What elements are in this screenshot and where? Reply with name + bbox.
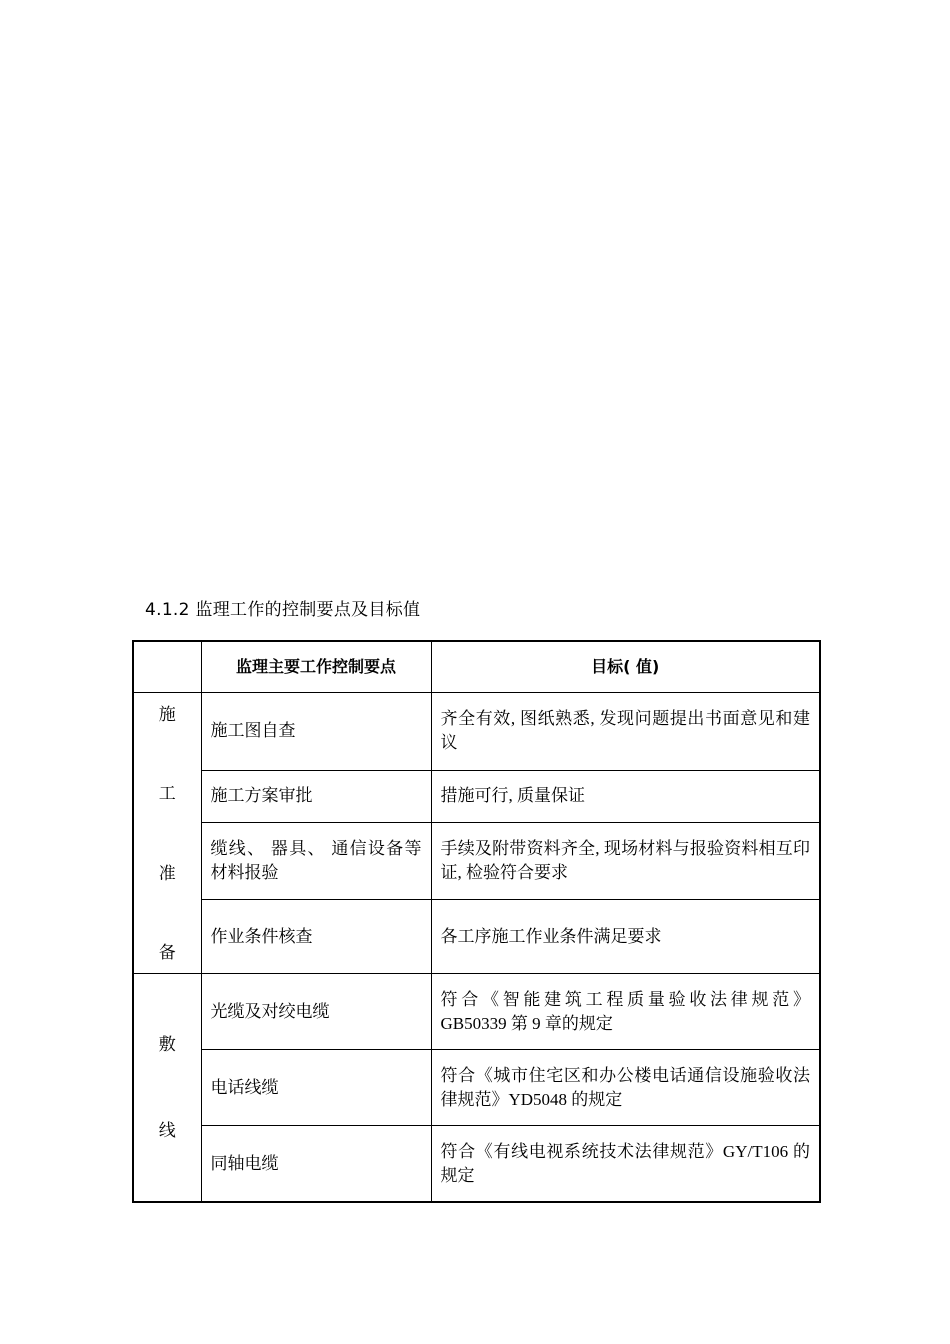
header-blank-cell	[133, 641, 201, 693]
group-char: 工	[158, 784, 176, 804]
group-char: 备	[158, 942, 176, 962]
table-row	[133, 900, 820, 974]
control-point-cell: 施工方案审批	[201, 770, 431, 822]
target-cell: 措施可行, 质量保证	[431, 770, 820, 822]
table-row	[133, 693, 820, 771]
target-cell: 符合《城市住宅区和办公楼电话通信设施验收法律规范》YD5048 的规定	[431, 1050, 820, 1126]
group-char: 线	[158, 1120, 176, 1140]
group-label-cabling	[133, 974, 201, 1203]
table-row	[133, 770, 820, 822]
group-label-construction-prep	[133, 693, 201, 974]
target-cell: 手续及附带资料齐全, 现场材料与报验资料相互印证, 检验符合要求	[431, 822, 820, 900]
target-cell: 各工序施工作业条件满足要求	[431, 900, 820, 974]
table-header-row	[133, 641, 820, 693]
control-points-table	[132, 640, 821, 1203]
target-cell: 齐全有效, 图纸熟悉, 发现问题提出书面意见和建议	[431, 693, 820, 771]
control-point-cell: 电话线缆	[201, 1050, 431, 1126]
table-row	[133, 1126, 820, 1203]
table-row	[133, 1050, 820, 1126]
group-char: 施	[158, 705, 176, 724]
control-point-cell: 作业条件核查	[201, 900, 431, 974]
table-row	[133, 822, 820, 900]
control-point-cell: 光缆及对绞电缆	[201, 974, 431, 1050]
header-control-points: 监理主要工作控制要点	[201, 641, 431, 693]
table-row	[133, 974, 820, 1050]
section-heading: 4.1.2 监理工作的控制要点及目标值	[145, 600, 421, 620]
control-point-cell: 缆线、 器具、 通信设备等材料报验	[201, 822, 431, 900]
header-target-value: 目标( 值)	[431, 641, 820, 693]
target-cell: 符合《智能建筑工程质量验收法律规范》GB50339 第 9 章的规定	[431, 974, 820, 1050]
control-point-cell: 同轴电缆	[201, 1126, 431, 1203]
target-cell: 符合《有线电视系统技术法律规范》GY/T106 的规定	[431, 1126, 820, 1203]
control-point-cell: 施工图自查	[201, 693, 431, 771]
group-char: 敷	[158, 1034, 176, 1054]
group-char: 准	[158, 863, 176, 883]
